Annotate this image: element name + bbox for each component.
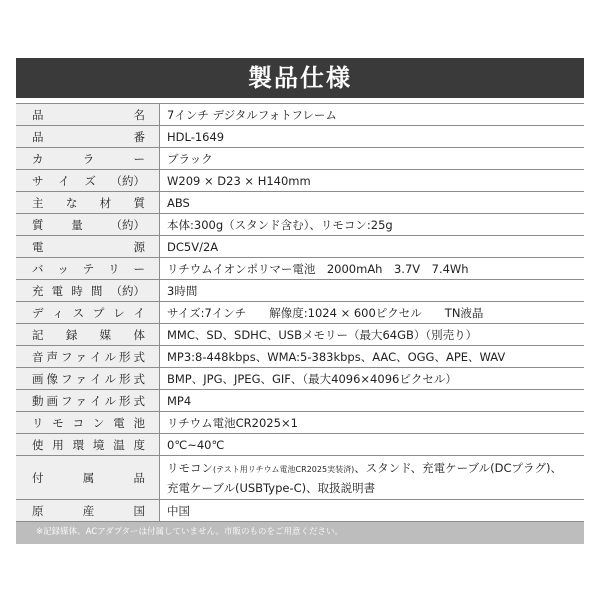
label-char: 原	[32, 503, 44, 518]
label-char: 式	[133, 349, 145, 364]
label-char: 電	[51, 283, 64, 298]
label-char: 充	[32, 283, 44, 298]
label-char: 名	[133, 107, 145, 122]
spec-label	[16, 390, 160, 411]
label-char: ァ	[75, 393, 87, 408]
label-char: フ	[61, 371, 73, 386]
label-char: ン	[92, 415, 105, 430]
label-char: 付	[32, 470, 44, 485]
label-char: 形	[119, 371, 131, 386]
label-char: 動	[32, 393, 44, 408]
label-char: モ	[52, 415, 64, 430]
spec-label	[16, 104, 160, 125]
label-char: 質	[32, 217, 44, 232]
label-char: イ	[90, 371, 102, 386]
label-char: ル	[104, 349, 116, 364]
label-char: イ	[90, 393, 102, 408]
label-char: ー	[133, 261, 145, 276]
page-title: 製品仕様	[248, 64, 352, 92]
label-char: 録	[65, 327, 78, 342]
label-char: ー	[133, 151, 145, 166]
spec-row-material	[16, 192, 584, 214]
label-char: サ	[32, 173, 44, 188]
label-char: ッ	[57, 261, 69, 276]
accessories-item-remote: リモコン	[167, 460, 213, 475]
label-char: プ	[92, 305, 105, 320]
spec-row-power	[16, 236, 584, 258]
spec-row-image-formats	[16, 368, 584, 390]
label-char: 品	[32, 129, 44, 144]
label-char: （約）	[110, 217, 145, 232]
label-char: フ	[61, 393, 73, 408]
label-char: 材	[99, 195, 112, 210]
label-char: 像	[46, 371, 58, 386]
spec-label	[16, 280, 160, 301]
label-char: 式	[133, 393, 145, 408]
spec-row-weight	[16, 214, 584, 236]
label-char: 品	[32, 107, 44, 122]
spec-row-display	[16, 302, 584, 324]
label-char: 量	[71, 217, 83, 232]
label-char: ラ	[82, 151, 95, 166]
spec-label	[16, 148, 160, 169]
label-char: 環	[72, 437, 85, 452]
spec-label	[16, 500, 160, 521]
spec-value: MMC、SD、SDHC、USBメモリー（最大64GB）（別売り）	[167, 327, 478, 342]
label-char: カ	[32, 151, 44, 166]
label-char: 品	[133, 470, 145, 485]
spec-label	[16, 214, 160, 235]
label-char: 属	[82, 470, 95, 485]
spec-row-storage-media	[16, 324, 584, 346]
spec-value: MP3:8-448kbps、WMA:5-383kbps、AAC、OGG、APE、WAV	[167, 349, 506, 364]
spec-value: DC5V/2A	[167, 239, 219, 254]
label-char: な	[65, 195, 78, 210]
label-char: （約）	[110, 283, 145, 298]
label-char: フ	[61, 349, 73, 364]
spec-value: ブラック	[167, 151, 213, 166]
label-char: 式	[133, 371, 145, 386]
label-char: 音	[32, 349, 44, 364]
label-char: ル	[104, 393, 116, 408]
label-char: 番	[133, 129, 145, 144]
spec-label	[16, 170, 160, 191]
spec-table	[16, 103, 584, 544]
spec-row-audio-formats	[16, 346, 584, 368]
label-char: コ	[72, 415, 85, 430]
label-char: 温	[113, 437, 125, 452]
label-char: ズ	[84, 173, 96, 188]
spec-label	[16, 258, 160, 279]
label-char: （約）	[110, 173, 145, 188]
label-char: 媒	[99, 327, 112, 342]
spec-row-operating-temperature	[16, 434, 584, 456]
spec-label	[16, 126, 160, 147]
label-char: デ	[32, 305, 44, 320]
label-char: イ	[90, 349, 102, 364]
accessories-line-2: 充電ケーブル(USBType-C)、取扱説明書	[167, 480, 376, 495]
spec-value: BMP、JPG、JPEG、GIF、（最大4096×4096ピクセル）	[167, 371, 457, 386]
label-char: イ	[58, 173, 70, 188]
spec-row-accessories	[16, 456, 584, 500]
label-char: バ	[32, 261, 44, 276]
spec-row-size	[16, 170, 584, 192]
accessories-items-rest: 、スタンド、充電ケーブル(DCプラグ)、	[354, 460, 562, 475]
spec-row-remote-battery	[16, 412, 584, 434]
label-char: 声	[46, 349, 58, 364]
label-char: 電	[32, 239, 44, 254]
spec-row-product-name	[16, 104, 584, 126]
spec-row-charge-time	[16, 280, 584, 302]
accessories-remote-note: (テスト用リチウム電池CR2025実装済)	[213, 464, 355, 474]
spec-value: サイズ:7インチ 解像度:1024 × 600ピクセル TN液晶	[167, 305, 484, 320]
spec-label	[16, 324, 160, 345]
spec-label	[16, 412, 160, 433]
label-char: ィ	[52, 305, 64, 320]
label-char: イ	[133, 305, 145, 320]
label-char: 質	[133, 195, 145, 210]
spec-label	[16, 192, 160, 213]
label-char: ル	[104, 371, 116, 386]
label-char: 境	[92, 437, 105, 452]
label-char: 間	[90, 283, 103, 298]
spec-value: ABS	[167, 195, 190, 210]
label-char: 記	[32, 327, 44, 342]
label-char: 源	[133, 239, 145, 254]
spec-label	[16, 236, 160, 257]
spec-label	[16, 346, 160, 367]
spec-row-model-number	[16, 126, 584, 148]
label-char: 池	[133, 415, 145, 430]
spec-value: リチウム電池CR2025×1	[167, 415, 298, 430]
spec-value: 0℃~40℃	[167, 437, 225, 452]
label-char: 電	[113, 415, 125, 430]
label-char: 主	[32, 195, 44, 210]
spec-value: リチウムイオンポリマー電池 2000mAh 3.7V 7.4Wh	[167, 261, 469, 276]
spec-value	[160, 456, 584, 499]
spec-row-battery	[16, 258, 584, 280]
label-char: 形	[119, 349, 131, 364]
title-banner	[16, 58, 584, 98]
label-char: リ	[108, 261, 120, 276]
spec-value: 中国	[167, 503, 190, 518]
spec-value: W209 × D23 × H140mm	[167, 173, 311, 188]
spec-value: 本体:300g（スタンド含む）、リモコン:25g	[167, 217, 393, 232]
spec-row-video-formats	[16, 390, 584, 412]
label-char: ァ	[75, 349, 87, 364]
label-char: テ	[82, 261, 95, 276]
label-char: 産	[82, 503, 95, 518]
label-char: ァ	[75, 371, 87, 386]
spec-label	[16, 302, 160, 323]
label-char: 画	[46, 393, 58, 408]
label-char: 時	[71, 283, 83, 298]
spec-value: 3時間	[167, 283, 198, 298]
label-char: ス	[72, 305, 85, 320]
spec-label	[16, 434, 160, 455]
label-char: レ	[113, 305, 125, 320]
footnote: ※記録媒体、ACアダプターは付属していません。市販のものをご用意ください。	[16, 522, 584, 544]
spec-value: MP4	[167, 393, 192, 408]
label-char: 用	[52, 437, 64, 452]
accessories-line-1	[167, 458, 562, 478]
spec-value: 7インチ デジタルフォトフレーム	[167, 107, 337, 122]
spec-row-country-of-origin	[16, 500, 584, 522]
label-char: 度	[133, 437, 145, 452]
spec-label	[16, 456, 160, 499]
label-char: 国	[133, 503, 145, 518]
label-char: 形	[119, 393, 131, 408]
spec-row-color	[16, 148, 584, 170]
spec-label	[16, 368, 160, 389]
label-char: 画	[32, 371, 44, 386]
label-char: リ	[32, 415, 44, 430]
label-char: 体	[133, 327, 145, 342]
spec-value: HDL-1649	[167, 129, 225, 144]
label-char: 使	[32, 437, 44, 452]
